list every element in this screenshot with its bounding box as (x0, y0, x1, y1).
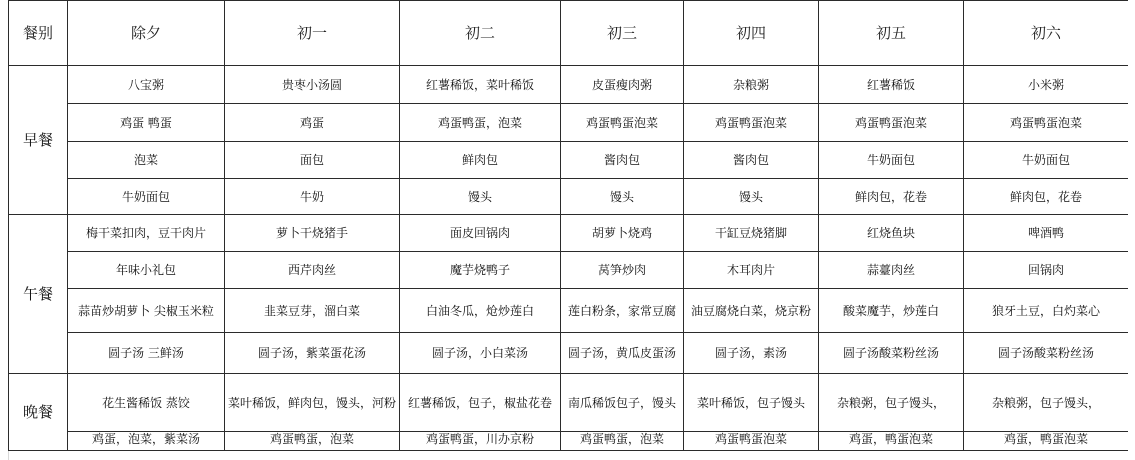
menu-cell[interactable]: 鸡蛋鸭蛋泡菜 (819, 104, 964, 142)
menu-cell[interactable]: 圆子汤，小白菜汤 (400, 333, 561, 374)
header-row (9, 1, 1129, 66)
header-cell-day[interactable]: 初三 (561, 1, 684, 66)
menu-cell[interactable]: 鸡蛋鸭蛋泡菜 (684, 432, 819, 451)
menu-cell[interactable]: 蒜薹肉丝 (819, 252, 964, 289)
menu-cell[interactable]: 酱肉包 (561, 142, 684, 179)
lunch-row (9, 333, 1129, 374)
menu-cell[interactable]: 面包 (225, 142, 400, 179)
menu-cell[interactable]: 花生酱稀饭 蒸饺 (68, 374, 225, 432)
menu-cell[interactable]: 圆子汤，紫菜蛋花汤 (225, 333, 400, 374)
menu-cell[interactable]: 西芹肉丝 (225, 252, 400, 289)
lunch-row (9, 215, 1129, 252)
menu-cell[interactable]: 鸡蛋鸭蛋泡菜 (684, 104, 819, 142)
menu-cell[interactable]: 蒜苗炒胡萝卜 尖椒玉米粒 (68, 289, 225, 333)
menu-cell[interactable]: 白油冬瓜，炝炒莲白 (400, 289, 561, 333)
menu-cell[interactable]: 小米粥 (964, 66, 1129, 104)
header-cell-day[interactable]: 除夕 (68, 1, 225, 66)
menu-cell[interactable]: 菜叶稀饭，包子馒头 (684, 374, 819, 432)
header-cell-day[interactable]: 初二 (400, 1, 561, 66)
menu-cell[interactable]: 鸡蛋，泡菜，紫菜汤 (68, 432, 225, 451)
header-cell-day[interactable]: 初五 (819, 1, 964, 66)
menu-cell[interactable]: 鸡蛋，鸭蛋泡菜 (819, 432, 964, 451)
menu-cell[interactable]: 鲜肉包 (400, 142, 561, 179)
menu-cell[interactable]: 牛奶面包 (964, 142, 1129, 179)
menu-cell[interactable]: 狼牙土豆，白灼菜心 (964, 289, 1129, 333)
menu-cell[interactable]: 鸡蛋鸭蛋泡菜 (561, 104, 684, 142)
meal-label-dinner[interactable]: 晚餐 (9, 374, 68, 451)
menu-cell[interactable]: 胡萝卜烧鸡 (561, 215, 684, 252)
menu-cell[interactable]: 牛奶 (225, 179, 400, 215)
header-cell-day[interactable]: 初一 (225, 1, 400, 66)
menu-cell[interactable]: 莴笋炒肉 (561, 252, 684, 289)
menu-cell[interactable]: 南瓜稀饭包子，馒头 (561, 374, 684, 432)
menu-cell[interactable]: 鲜肉包，花卷 (964, 179, 1129, 215)
menu-cell[interactable]: 杂粮粥，包子馒头， (964, 374, 1129, 432)
menu-cell[interactable]: 菜叶稀饭，鲜肉包，馒头，河粉 (225, 374, 400, 432)
menu-cell[interactable]: 圆子汤酸菜粉丝汤 (819, 333, 964, 374)
menu-cell[interactable]: 啤酒鸭 (964, 215, 1129, 252)
menu-cell[interactable]: 韭菜豆芽，溜白菜 (225, 289, 400, 333)
dinner-row (9, 432, 1129, 451)
menu-cell[interactable]: 圆子汤，素汤 (684, 333, 819, 374)
meal-label-breakfast[interactable]: 早餐 (9, 66, 68, 215)
menu-cell[interactable]: 八宝粥 (68, 66, 225, 104)
menu-cell[interactable]: 鸡蛋鸭蛋，泡菜 (225, 432, 400, 451)
menu-cell[interactable]: 干缸豆烧猪脚 (684, 215, 819, 252)
menu-cell[interactable]: 萝卜干烧猪手 (225, 215, 400, 252)
menu-cell[interactable]: 鸡蛋，鸭蛋泡菜 (964, 432, 1129, 451)
menu-cell[interactable]: 皮蛋瘦肉粥 (561, 66, 684, 104)
lunch-row (9, 289, 1129, 333)
menu-cell[interactable]: 牛奶面包 (68, 179, 225, 215)
holiday-meal-table (8, 0, 1129, 451)
menu-cell[interactable]: 杂粮粥 (684, 66, 819, 104)
menu-cell[interactable]: 酸菜魔芋，炒莲白 (819, 289, 964, 333)
menu-cell[interactable]: 圆子汤 三鲜汤 (68, 333, 225, 374)
header-cell-meal[interactable]: 餐别 (9, 1, 68, 66)
menu-cell[interactable]: 梅干菜扣肉，豆干肉片 (68, 215, 225, 252)
menu-cell[interactable]: 莲白粉条，家常豆腐 (561, 289, 684, 333)
menu-cell[interactable]: 馒头 (684, 179, 819, 215)
menu-cell[interactable]: 圆子汤酸菜粉丝汤 (964, 333, 1129, 374)
menu-cell[interactable]: 油豆腐烧白菜，烧京粉 (684, 289, 819, 333)
menu-cell[interactable]: 鸡蛋 鸭蛋 (68, 104, 225, 142)
menu-cell[interactable]: 酱肉包 (684, 142, 819, 179)
menu-cell[interactable]: 回锅肉 (964, 252, 1129, 289)
menu-cell[interactable]: 红薯稀饭，菜叶稀饭 (400, 66, 561, 104)
menu-cell[interactable]: 鸡蛋 (225, 104, 400, 142)
menu-cell[interactable]: 年味小礼包 (68, 252, 225, 289)
breakfast-row (9, 66, 1129, 104)
menu-cell[interactable]: 红烧鱼块 (819, 215, 964, 252)
menu-cell[interactable]: 鸡蛋鸭蛋，泡菜 (561, 432, 684, 451)
breakfast-row (9, 179, 1129, 215)
menu-cell[interactable]: 木耳肉片 (684, 252, 819, 289)
menu-cell[interactable]: 泡菜 (68, 142, 225, 179)
header-cell-day[interactable]: 初四 (684, 1, 819, 66)
menu-cell[interactable]: 圆子汤，黄瓜皮蛋汤 (561, 333, 684, 374)
sheet-right-edge (1128, 0, 1135, 460)
menu-cell[interactable]: 鸡蛋鸭蛋泡菜 (964, 104, 1129, 142)
breakfast-row (9, 104, 1129, 142)
menu-cell[interactable]: 鲜肉包，花卷 (819, 179, 964, 215)
menu-cell[interactable]: 牛奶面包 (819, 142, 964, 179)
menu-cell[interactable]: 馒头 (561, 179, 684, 215)
menu-cell[interactable]: 鸡蛋鸭蛋，泡菜 (400, 104, 561, 142)
menu-cell[interactable]: 魔芋烧鸭子 (400, 252, 561, 289)
menu-cell[interactable]: 鸡蛋鸭蛋，川办京粉 (400, 432, 561, 451)
lunch-row (9, 252, 1129, 289)
menu-cell[interactable]: 红薯稀饭 (819, 66, 964, 104)
menu-cell[interactable]: 红薯稀饭，包子，椒盐花卷 (400, 374, 561, 432)
menu-cell[interactable]: 杂粮粥，包子馒头， (819, 374, 964, 432)
menu-cell[interactable]: 面皮回锅肉 (400, 215, 561, 252)
header-cell-day[interactable]: 初六 (964, 1, 1129, 66)
menu-cell[interactable]: 贵枣小汤圆 (225, 66, 400, 104)
breakfast-row (9, 142, 1129, 179)
dinner-row (9, 374, 1129, 432)
meal-label-lunch[interactable]: 午餐 (9, 215, 68, 374)
menu-cell[interactable]: 馒头 (400, 179, 561, 215)
